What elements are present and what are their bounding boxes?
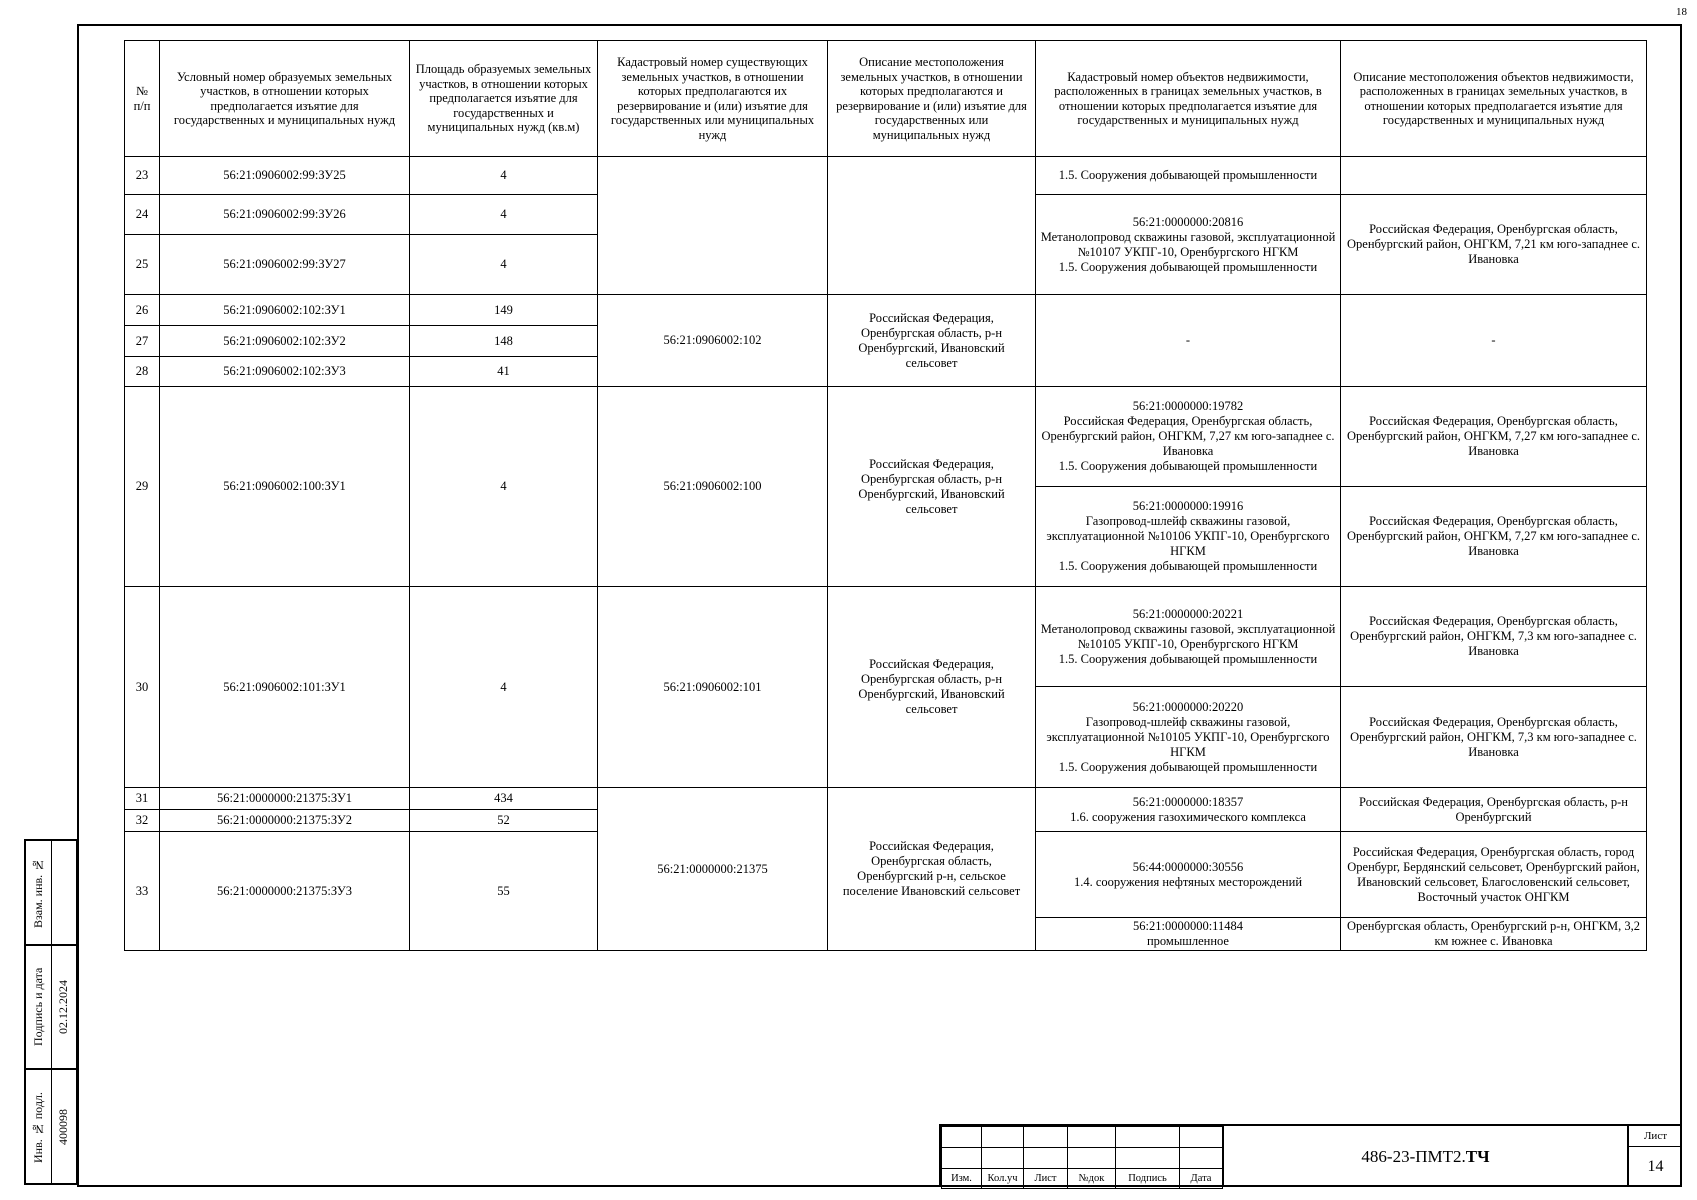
object-cadastral: 56:21:0000000:11484 промышленное [1036, 918, 1341, 951]
header-location-objects: Описание местоположения объектов недвижимости, расположенных в границах земельных участков, в отношении которых предполагается изъятие для государственных и муниципальных нужд [1341, 41, 1647, 157]
document-code [1222, 1126, 1627, 1187]
row-num: 24 [125, 195, 160, 235]
object-cadastral: 56:44:0000000:30556 1.4. сооружения нефтяных месторождений [1036, 832, 1341, 918]
row-num: 23 [125, 157, 160, 195]
group-cadastral: 56:21:0906002:101 [598, 587, 828, 788]
object-location: Российская Федерация, Оренбургская область, Оренбургский район, ОНГКМ, 7,27 км юго-западнее с. Ивановка [1341, 387, 1647, 487]
inv-orig-value: 400098 [51, 1070, 77, 1185]
row-num: 25 [125, 235, 160, 295]
group-cadastral: 56:21:0000000:21375 [598, 788, 828, 951]
inv-orig-label: Инв. № подл. [26, 1070, 52, 1185]
row-cadastral-existing-empty [598, 157, 828, 295]
object-cadastral: 56:21:0000000:18357 1.6. сооружения газохимического комплекса [1036, 788, 1341, 832]
row-num: 26 [125, 295, 160, 326]
signature-label: Подпись и дата [26, 946, 52, 1068]
header-location-plots: Описание местоположения земельных участков, в отношении которых предполагаются и резервирование и (или) изъятие для государственных или муниципальных нужд [828, 41, 1036, 157]
row-num: 27 [125, 326, 160, 357]
object-location: Российская Федерация, Оренбургская область, Оренбургский район, ОНГКМ, 7,3 км юго-западнее с. Ивановка [1341, 587, 1647, 687]
row-area: 149 [410, 295, 598, 326]
row-plot: 56:21:0906002:100:ЗУ1 [160, 387, 410, 587]
row-plot: 56:21:0906002:99:ЗУ26 [160, 195, 410, 235]
row-plot: 56:21:0000000:21375:ЗУ3 [160, 832, 410, 951]
header-num: № п/п [125, 41, 160, 157]
page-number: 18 [1676, 6, 1687, 18]
sheet-box [1627, 1126, 1682, 1187]
object-location: Российская Федерация, Оренбургская область, р-н Оренбургский [1341, 788, 1647, 832]
object-cadastral: 56:21:0000000:20221 Метанолопровод скважины газовой, эксплуатационной №10105 УКПГ-10, Оренбургского НГКМ 1.5. Сооружения добывающей промышленности [1036, 587, 1341, 687]
signature-cell [26, 946, 77, 1070]
object-cadastral: 56:21:0000000:19782 Российская Федерация, Оренбургская область, Оренбургский район, ОНГКМ, 7,27 км юго-западнее с. Ивановка 1.5. Сооружения добывающей промышленности [1036, 387, 1341, 487]
table-row [125, 295, 1647, 326]
inv-orig-cell [26, 1070, 77, 1185]
object-location [1341, 157, 1647, 195]
col-sheet: Лист [1024, 1169, 1068, 1189]
object-location: Российская Федерация, Оренбургская область, Оренбургский район, ОНГКМ, 7,27 км юго-западнее с. Ивановка [1341, 487, 1647, 587]
row-plot: 56:21:0906002:102:ЗУ3 [160, 357, 410, 387]
inv-replace-cell [26, 841, 77, 946]
row-plot: 56:21:0906002:99:ЗУ27 [160, 235, 410, 295]
document-code-suffix: ТЧ [1465, 1146, 1490, 1166]
col-count: Кол.уч [982, 1169, 1024, 1189]
group-cadastral: 56:21:0906002:100 [598, 387, 828, 587]
row-area: 41 [410, 357, 598, 387]
sheet-label: Лист [1629, 1126, 1682, 1147]
row-plot: 56:21:0000000:21375:ЗУ1 [160, 788, 410, 810]
object-location: Российская Федерация, Оренбургская область, Оренбургский район, ОНГКМ, 7,3 км юго-западнее с. Ивановка [1341, 687, 1647, 788]
row-num: 30 [125, 587, 160, 788]
row-area: 4 [410, 587, 598, 788]
row-area: 148 [410, 326, 598, 357]
object-cadastral: - [1036, 295, 1341, 387]
col-doc: №док [1068, 1169, 1116, 1189]
land-plots-table [124, 40, 1647, 951]
col-change: Изм. [942, 1169, 982, 1189]
object-location: - [1341, 295, 1647, 387]
object-location: Оренбургская область, Оренбургский р-н, ОНГКМ, 3,2 км южнее с. Ивановка [1341, 918, 1647, 951]
row-num: 33 [125, 832, 160, 951]
header-plot-number: Условный номер образуемых земельных участков, в отношении которых предполагается изъятие для государственных и муниципальных нужд [160, 41, 410, 157]
row-num: 29 [125, 387, 160, 587]
header-area: Площадь образуемых земельных участков, в отношении которых предполагается изъятие для государственных и муниципальных нужд (кв.м) [410, 41, 598, 157]
row-area: 52 [410, 810, 598, 832]
row-plot: 56:21:0906002:101:ЗУ1 [160, 587, 410, 788]
object-location: Российская Федерация, Оренбургская область, Оренбургский район, ОНГКМ, 7,21 км юго-западнее с. Ивановка [1341, 195, 1647, 295]
inv-replace-label: Взам. инв. № [26, 841, 52, 944]
group-location: Российская Федерация, Оренбургская область, р-н Оренбургский, Ивановский сельсовет [828, 387, 1036, 587]
revision-table [941, 1126, 1223, 1189]
col-sign: Подпись [1116, 1169, 1180, 1189]
row-location-empty [828, 157, 1036, 295]
table-header-row [125, 41, 1647, 157]
object-cadastral: 1.5. Сооружения добывающей промышленности [1036, 157, 1341, 195]
header-cadastral-objects: Кадастровый номер объектов недвижимости, расположенных в границах земельных участков, в отношении которых предполагается изъятие для государственных и муниципальных нужд [1036, 41, 1341, 157]
row-area: 55 [410, 832, 598, 951]
group-location: Российская Федерация, Оренбургская область, р-н Оренбургский, Ивановский сельсовет [828, 295, 1036, 387]
row-plot: 56:21:0000000:21375:ЗУ2 [160, 810, 410, 832]
table-row [125, 788, 1647, 810]
row-area: 4 [410, 387, 598, 587]
row-plot: 56:21:0906002:99:ЗУ25 [160, 157, 410, 195]
row-area: 4 [410, 195, 598, 235]
object-cadastral: 56:21:0000000:19916 Газопровод-шлейф скважины газовой, эксплуатационной №10106 УКПГ-10, Оренбургского НГКМ 1.5. Сооружения добывающей промышленности [1036, 487, 1341, 587]
table-row [125, 587, 1647, 687]
object-cadastral: 56:21:0000000:20220 Газопровод-шлейф скважины газовой, эксплуатационной №10105 УКПГ-10, Оренбургского НГКМ 1.5. Сооружения добывающей промышленности [1036, 687, 1341, 788]
row-num: 32 [125, 810, 160, 832]
group-location: Российская Федерация, Оренбургская область, Оренбургский р-н, сельское поселение Ивановский сельсовет [828, 788, 1036, 951]
signature-date: 02.12.2024 [51, 946, 77, 1068]
row-plot: 56:21:0906002:102:ЗУ1 [160, 295, 410, 326]
row-area: 434 [410, 788, 598, 810]
table-row [125, 157, 1647, 195]
group-location: Российская Федерация, Оренбургская область, р-н Оренбургский, Ивановский сельсовет [828, 587, 1036, 788]
group-cadastral: 56:21:0906002:102 [598, 295, 828, 387]
row-plot: 56:21:0906002:102:ЗУ2 [160, 326, 410, 357]
inv-replace-value [51, 841, 77, 944]
row-area: 4 [410, 157, 598, 195]
sheet-number: 14 [1647, 1158, 1664, 1175]
side-stamp [24, 839, 77, 1185]
title-block [939, 1124, 1682, 1187]
row-num: 28 [125, 357, 160, 387]
table-row [125, 387, 1647, 487]
object-cadastral: 56:21:0000000:20816 Метанолопровод скважины газовой, эксплуатационной №10107 УКПГ-10, Оренбургского НГКМ 1.5. Сооружения добывающей промышленности [1036, 195, 1341, 295]
header-cadastral-existing: Кадастровый номер существующих земельных участков, в отношении которых предполагаются их резервирование и (или) изъятие для государственных или муниципальных нужд [598, 41, 828, 157]
row-num: 31 [125, 788, 160, 810]
object-location: Российская Федерация, Оренбургская область, город Оренбург, Бердянский сельсовет, Оренбургский район, Ивановский сельсовет, Благословенский сельсовет, Восточный участок ОНГКМ [1341, 832, 1647, 918]
col-date: Дата [1180, 1169, 1223, 1189]
document-code-main: 486-23-ПМТ2. [1361, 1146, 1466, 1166]
row-area: 4 [410, 235, 598, 295]
